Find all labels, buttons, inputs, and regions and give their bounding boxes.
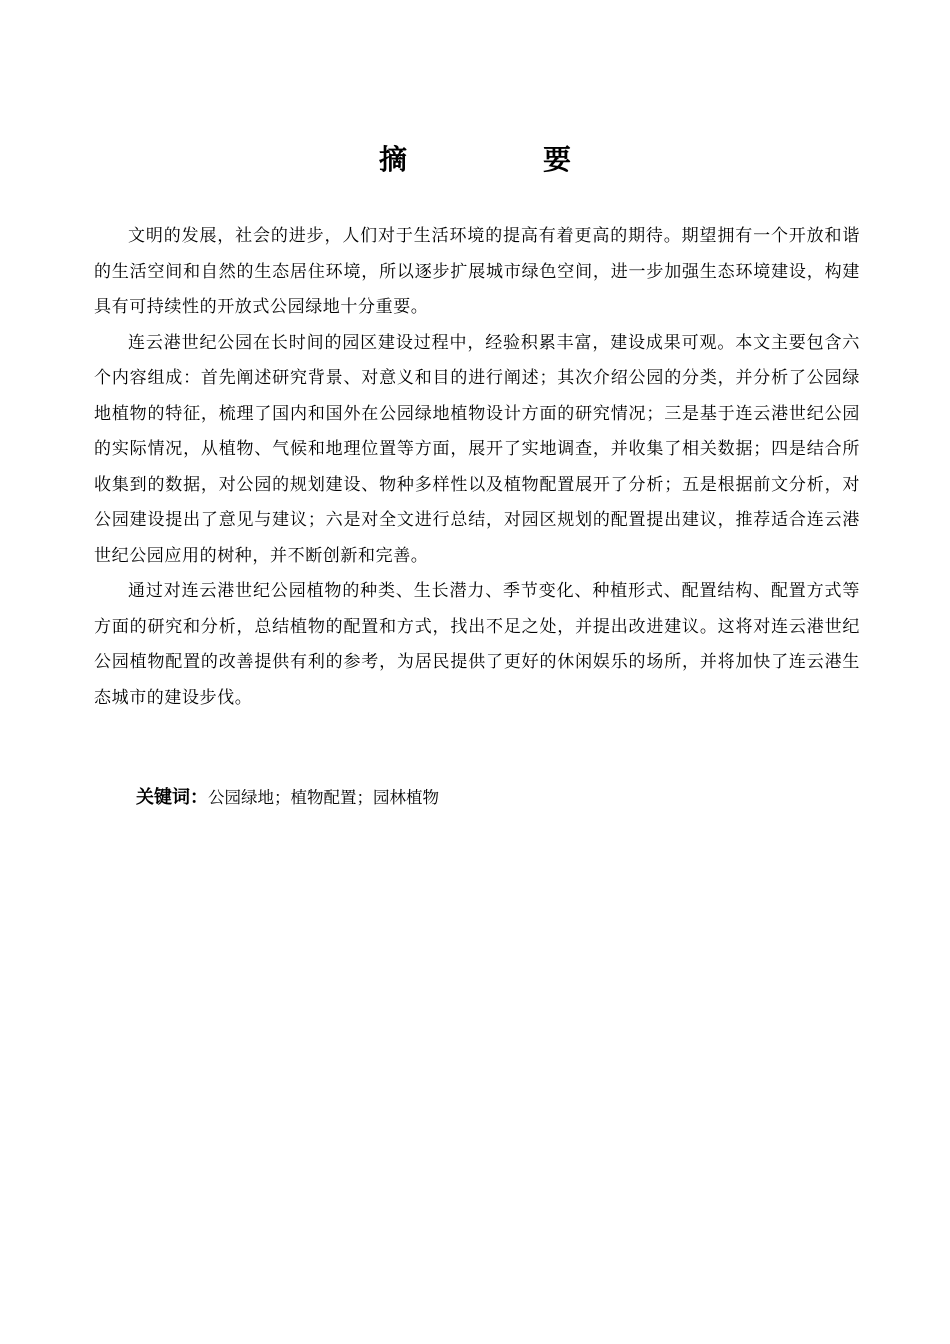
abstract-body [94,219,860,716]
abstract-title: 摘 要 [378,143,625,176]
abstract-paragraph-3: 通过对连云港世纪公园植物的种类、生长潜力、季节变化、种植形式、配置结构、配置方式等方面的研究和分析，总结植物的配置和方式，找出不足之处，并提出改进建议。这将对连云港世纪公园植物配置的改善提供有利的参考，为居民提供了更好的休闲娱乐的场所，并将加快了连云港生态城市的建设步伐。 [94,581,860,708]
keywords-label: 关键词： [136,787,208,808]
keywords-line [136,781,836,815]
abstract-paragraph-1: 文明的发展，社会的进步，人们对于生活环境的提高有着更高的期待。期望拥有一个开放和谐的生活空间和自然的生态居住环境，所以逐步扩展城市绿色空间，进一步加强生态环境建设，构建具有可持续性的开放式公园绿地十分重要。 [94,226,860,317]
abstract-paragraph-2: 连云港世纪公园在长时间的园区建设过程中，经验积累丰富，建设成果可观。本文主要包含六个内容组成：首先阐述研究背景、对意义和目的进行阐述；其次介绍公园的分类，并分析了公园绿地植物的特征，梳理了国内和国外在公园绿地植物设计方面的研究情况；三是基于连云港世纪公园的实际情况，从植物、气候和地理位置等方面，展开了实地调查，并收集了相关数据；四是结合所收集到的数据，对公园的规划建设、物种多样性以及植物配置展开了分析；五是根据前文分析，对公园建设提出了意见与建议；六是对全文进行总结，对园区规划的配置提出建议，推荐适合连云港世纪公园应用的树种，并不断创新和完善。 [94,332,860,566]
keywords-value: 公园绿地；植物配置；园林植物 [208,788,439,807]
